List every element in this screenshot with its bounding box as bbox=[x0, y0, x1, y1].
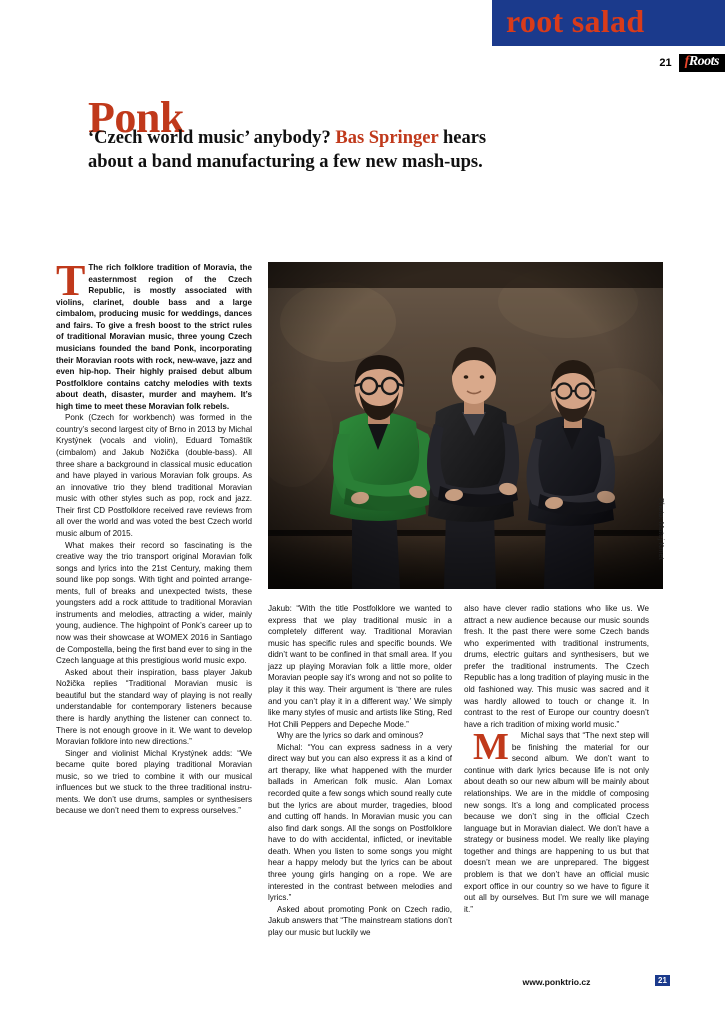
band-website[interactable]: www.ponktrio.cz bbox=[522, 977, 591, 987]
standfirst-author: Bas Springer bbox=[335, 128, 439, 148]
paragraph-text: also have clever radio stations who like us. We attract a new audience because our music sounds fresh. It the past there were some Czech bands who experimented with traditional instruments, drums, electric guitars and synthesisers, but we prefer the traditional instruments. The Czech Republic has a long tradition of playing music in the old fashioned way. This music was sacred and it was hardly allowed to touch or change it. In contrast to the rest of Europe our country doesn’t have a rich tradition of mixing world music.” bbox=[464, 604, 649, 729]
article-column-2 bbox=[268, 603, 452, 938]
paragraph bbox=[56, 540, 252, 667]
paragraph-text: Michal says that “The next step will be finishing the material for our second album. We don’t want to continue with dark lyrics because life is not only about death so our new album will be mainly about relationships. We are in the middle of composing new songs. It’s a long and complicated process because we don’t sing in the official Czech language but in Moravian dialect. We don’t have a strategy or business model. We really like playing together and things are happening to us but that doesn’t mean we are unprepared. The biggest problem is that we don’t have an official music export office in our country so we have to figure it out all by ourselves. But I’m sure we will manage it.” bbox=[464, 731, 649, 914]
paragraph-text: Michal: “You can express sadness in a very direct way but you can also express it as a kind of art therapy, like what happened with the murder ballads in American folk music. Alan Lomax recorded quite a few songs which sound really cute but the lyrics are about murder, tragedies, blood and cutting off hands. In Moravian music you can also find dark songs. All the songs on Postfolklore have to do with accidental, inflicted, or inevitable death. When you listen to some songs you might hear a happy melody but the lyrics can be about three young girls hanging on a rope. We are interested in the contrast between melodies and lyrics.” bbox=[268, 742, 452, 903]
masthead-title: root salad bbox=[506, 3, 645, 39]
folio-number: 21 bbox=[655, 975, 670, 986]
froots-logo-rest: Roots bbox=[688, 54, 719, 70]
band-photo-illustration bbox=[268, 262, 663, 589]
paragraph bbox=[464, 726, 649, 915]
article-column-3 bbox=[464, 603, 649, 915]
paragraph bbox=[268, 904, 452, 939]
band-photo bbox=[268, 262, 663, 589]
paragraph bbox=[464, 603, 649, 730]
paragraph-text: Ponk (Czech for workbench) was formed in the country’s second largest city of Brno in 2013 by Michal Krystýnek (vocals and violin), Eduard Tomaštík (cimbalom) and Jakub Nožička (double-bass). All three share a background in classical music education and have played in various Moravian folk groups. As an innovative trio they blend traditional Moravian music with other styles such as pop, rock and jazz. Their first CD Postfolklore received rave reviews from all over the world and was voted the best Czech world music album of 2015. bbox=[56, 413, 252, 538]
standfirst bbox=[88, 126, 518, 175]
drop-cap-t: T bbox=[56, 256, 86, 305]
paragraph-text: The rich folklore tradition of Moravia, the easternmost region of the Czech Republic, is mostly associated with violins, clarinet, double bass and a large cimbalom, producing music for weddings, dances and fairs. To give a fresh boost to the strict rules of traditional Moravian music, three young Czech musicians founded the band Ponk, incorporating their Moravian roots with rock, new-wave, jazz and even hip-hop. Their highly praised debut album Postfolklore contains catchy melodies with texts about death, disaster, murder and mayhem. It’s high time to meet these Moravian folk rebels. bbox=[56, 263, 252, 411]
paragraph-text: What makes their record so fascinating is the creative way the trio transport original Moravian folk songs and lyrics into the 21st Century, making them sound like pop songs. With tight and pointed arrangements, full of breaks and unexpected twists, these youngsters add a rock attitude to traditional Moravian instruments and melodies, attracting a wider, mainly young, audience. The highpoint of Ponk’s career up to now was their showcase at WOMEX 2016 in Santiago de Compostella, being the first band ever to sing in the Czech language at this prestigious world music expo. bbox=[56, 540, 252, 666]
standfirst-post: hears about a band manufacturing a few new mash-ups. bbox=[88, 128, 487, 173]
paragraph-text: Why are the lyrics so dark and ominous? bbox=[277, 731, 424, 741]
paragraph bbox=[56, 256, 252, 412]
paragraph-text: Asked about promoting Ponk on Czech radio, Jakub answers that “The mainstream stations don’t play our music but luckily we bbox=[268, 904, 452, 937]
paragraph-text: Singer and violinist Michal Krystýnek adds: “We became quite bored playing traditional Moravian music, so we tried to combine it with our musical influences but we stuck to the three traditional instruments. We don’t use drums, samples or synthesisers because we don’t need them to express ourselves.” bbox=[56, 748, 252, 816]
paragraph bbox=[56, 412, 252, 539]
paragraph bbox=[56, 748, 252, 817]
froots-logo-f: f bbox=[684, 54, 689, 70]
drop-cap-m: M bbox=[473, 726, 509, 769]
page-title: Ponk bbox=[88, 93, 184, 143]
paragraph bbox=[268, 603, 452, 730]
paragraph bbox=[56, 667, 252, 748]
article-column-1 bbox=[56, 256, 252, 817]
paragraph-text: Asked about their inspiration, bass player Jakub Nožička replies “Traditional Moravian music is beautiful but the standard way of playing is not really understandable for contemporary listeners because there is hardly anything the listener can connect to. There is not enough groove in it. We want to develop Moravian folklore into new directions.” bbox=[56, 667, 252, 747]
page-number: 21 bbox=[659, 57, 672, 69]
photo-credit: Photo: Matej Kmet bbox=[657, 498, 666, 560]
paragraph bbox=[268, 742, 452, 904]
froots-logo bbox=[679, 54, 725, 72]
standfirst-pre: ‘Czech world music’ anybody? bbox=[88, 128, 336, 148]
paragraph-text: Jakub: “With the title Postfolklore we wanted to express that we play traditional music in a completely different way. Traditional Moravian music has specific rules and specific bounds. We didn’t want to be confined in that small area. If you jazz up playing Moravian folk a little more, older Moravian people say it’s wrong and not so polite to play it this way. Their argument is ‘there are rules and you can’t play it in a different way.’ We simply like many styles of music and artists like Sting, Red Hot Chili Peppers and Depeche Mode.” bbox=[268, 604, 452, 729]
page-bar bbox=[492, 52, 725, 74]
paragraph bbox=[268, 730, 452, 742]
masthead-banner bbox=[492, 0, 725, 46]
